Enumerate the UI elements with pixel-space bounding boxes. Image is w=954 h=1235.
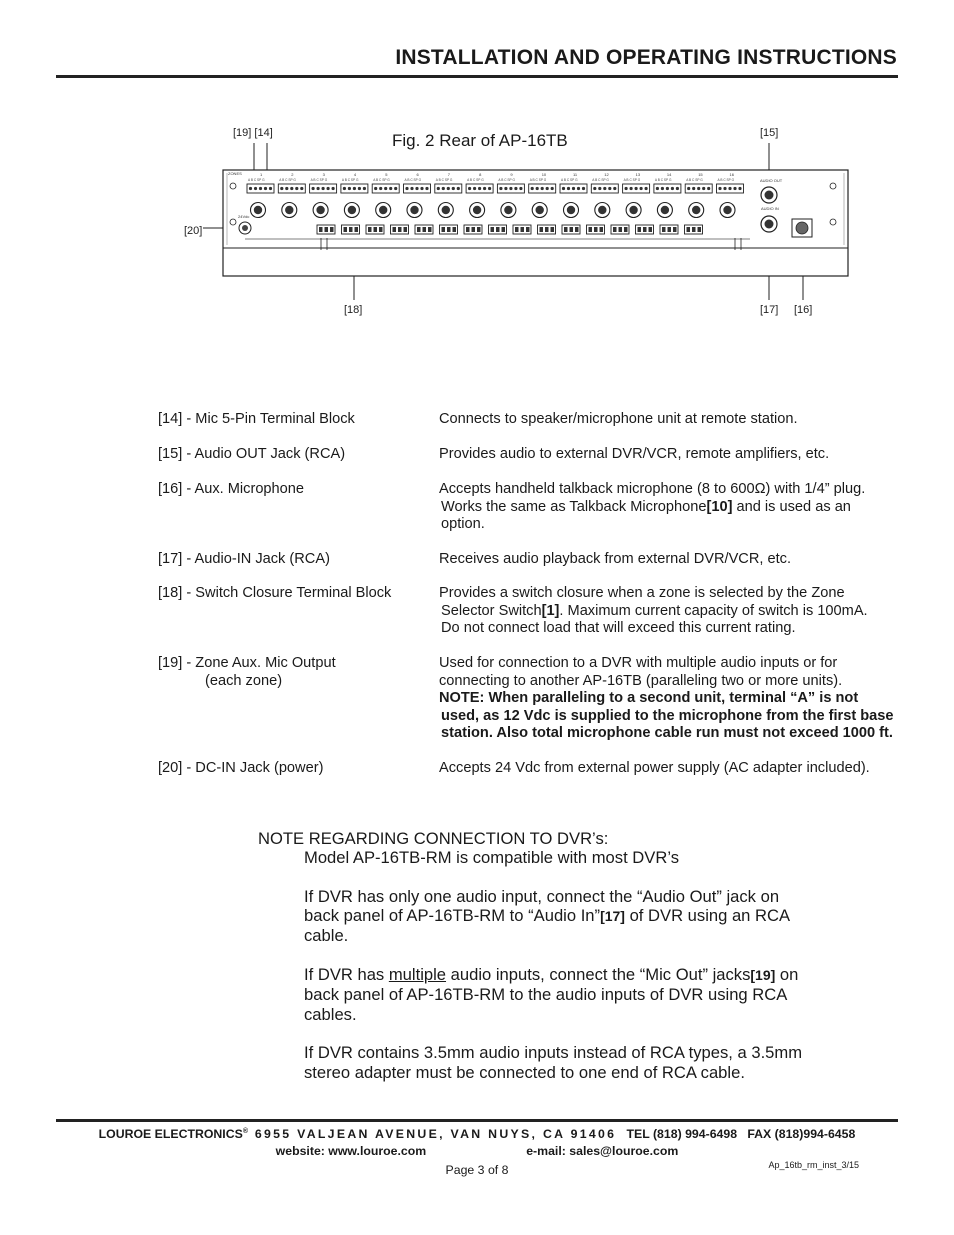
zone-number: 7 — [447, 172, 451, 177]
item-note: station. Also total microphone cable run must not exceed 1000 ft. — [441, 725, 893, 741]
item-18 — [158, 585, 938, 655]
company-tel: TEL (818) 994-6498 — [626, 1127, 738, 1141]
item-text: Receives audio playback from external DVR/VCR, etc. — [439, 551, 792, 567]
callout-18: [18] — [344, 304, 363, 316]
ref-17: [17] — [600, 908, 625, 925]
pin-labels: A B C SP G — [373, 178, 390, 182]
dc-in-label: 24Vdc — [238, 214, 250, 219]
note-heading: NOTE REGARDING CONNECTION TO DVR’s: — [258, 829, 609, 848]
item-text: Accepts 24 Vdc from external power supply (AC adapter included). — [439, 760, 870, 776]
item-text: . Maximum current capacity of switch is 100mA. — [559, 602, 868, 619]
item-text: Accepts handheld talkback microphone (8 to 600Ω) with 1/4” plug. — [439, 481, 866, 497]
zone-number: 5 — [385, 172, 388, 177]
note-text: If DVR has only one audio input, connect the “Audio Out” jack on — [304, 886, 780, 906]
item-text: connecting to another AP-16TB (paralleling two or more units). — [439, 672, 843, 689]
registered-mark: ® — [242, 1127, 248, 1135]
item-label: [14] - Mic 5-Pin Terminal Block — [158, 411, 355, 427]
company-address: 6955 VALJEAN AVENUE, VAN NUYS, CA 91406 — [254, 1127, 617, 1141]
pin-labels: A B C SP G — [529, 178, 547, 182]
item-text: and is used as an — [732, 498, 851, 515]
pin-labels: A B C SP G — [435, 178, 453, 182]
item-text: Works the same as Talkback Microphone — [441, 498, 707, 515]
item-label-sub: (each zone) — [205, 672, 283, 689]
callout-17: [17] — [760, 304, 779, 316]
item-label: [17] - Audio-IN Jack (RCA) — [158, 551, 330, 567]
pin-labels: A B C SP G — [467, 178, 484, 182]
zone-number: 13 — [635, 172, 641, 177]
item-text: Used for connection to a DVR with multiple audio inputs or for — [439, 655, 838, 671]
note-text: cables. — [304, 1004, 357, 1024]
zone-number: 9 — [510, 172, 513, 177]
item-label: [15] - Audio OUT Jack (RCA) — [158, 446, 346, 462]
callout-19-14: [19] [14] — [233, 127, 273, 139]
document-id: Ap_16tb_rm_inst_3/15 — [768, 1160, 859, 1170]
item-16 — [158, 481, 938, 551]
zone-number: 11 — [573, 172, 578, 177]
item-20 — [158, 760, 938, 780]
item-14 — [158, 411, 938, 446]
item-17 — [158, 551, 938, 585]
pin-labels: A B C SP G — [623, 178, 641, 182]
audio-out-label: AUDIO OUT — [760, 178, 783, 183]
zone-number: 1 — [260, 172, 263, 177]
zone-number: 3 — [322, 172, 325, 177]
item-label: [19] - Zone Aux. Mic Output — [158, 655, 336, 671]
zone-number: 4 — [353, 172, 357, 177]
pin-labels: A B C SP G — [404, 178, 422, 182]
item-text: Do not connect load that will exceed this current rating. — [441, 620, 796, 636]
note-text: of DVR using an RCA — [624, 906, 791, 926]
page-title: INSTALLATION AND OPERATING INSTRUCTIONS — [395, 46, 897, 69]
pin-labels: A B C SP G — [310, 178, 328, 182]
company-name: LOUROE ELECTRONICS — [98, 1127, 243, 1141]
item-text: Provides a switch closure when a zone is selected by the Zone — [439, 585, 845, 601]
callout-15: [15] — [760, 127, 779, 139]
item-19 — [158, 655, 938, 760]
pin-labels: A B C SP G — [717, 178, 735, 182]
callout-16: [16] — [794, 304, 813, 316]
pin-labels: A B C SP G — [654, 178, 672, 182]
page-number: Page 3 of 8 — [445, 1163, 509, 1177]
pin-labels: A B C SP G — [341, 178, 359, 182]
pin-labels: A B C SP G — [248, 178, 265, 182]
pin-labels: A B C SP G — [279, 178, 296, 182]
email-link[interactable]: e-mail: sales@louroe.com — [526, 1144, 679, 1158]
ref-1: [1] — [541, 602, 560, 619]
note-text: on — [775, 965, 799, 985]
item-text: Provides audio to external DVR/VCR, remote amplifiers, etc. — [439, 446, 830, 462]
item-text: option. — [441, 516, 485, 532]
pin-labels: A B C SP G — [498, 178, 515, 182]
note-text: stereo adapter must be connected to one end of RCA cable. — [304, 1062, 745, 1082]
note-text: If DVR contains 3.5mm audio inputs instead of RCA types, a 3.5mm — [304, 1043, 803, 1063]
item-text: Connects to speaker/microphone unit at remote station. — [439, 411, 798, 427]
footer-rule — [56, 1119, 898, 1122]
dvr-note — [258, 829, 802, 1082]
pin-labels: A B C SP G — [561, 178, 578, 182]
figure-caption: Fig. 2 Rear of AP-16TB — [392, 131, 568, 150]
note-text: back panel of AP-16TB-RM to “Audio In” — [304, 906, 601, 926]
zone-number: 2 — [291, 172, 294, 177]
rear-panel-diagram — [175, 140, 865, 315]
pin-labels: A B C SP G — [592, 178, 609, 182]
note-text: audio inputs, connect the “Mic Out” jacks — [446, 965, 751, 985]
pin-labels: A B C SP G — [686, 178, 703, 182]
item-note: NOTE: When paralleling to a second unit, terminal “A” is not — [439, 690, 859, 706]
item-note: used, as 12 Vdc is supplied to the microphone from the first base — [441, 707, 894, 724]
zone-number: 16 — [729, 172, 734, 177]
callout-20: [20] — [184, 225, 203, 237]
company-fax: FAX (818)994-6458 — [747, 1127, 856, 1141]
item-label: [20] - DC-IN Jack (power) — [158, 760, 324, 776]
item-label: [16] - Aux. Microphone — [158, 481, 305, 497]
zone-number: 10 — [541, 172, 547, 177]
zones-label: ZONES — [228, 171, 242, 176]
note-text: back panel of AP-16TB-RM to the audio inputs of DVR using RCA — [304, 985, 788, 1005]
zone-number: 14 — [666, 172, 672, 177]
zone-number: 15 — [698, 172, 703, 177]
note-text: If DVR has — [304, 965, 389, 985]
zone-number: 6 — [416, 172, 419, 177]
item-text: Selector Switch — [441, 602, 542, 619]
connector-descriptions — [158, 411, 938, 780]
zone-number: 8 — [479, 172, 482, 177]
ref-19: [19] — [750, 967, 776, 984]
note-emphasis: multiple — [388, 965, 447, 985]
header-rule — [56, 75, 898, 78]
item-label: [18] - Switch Closure Terminal Block — [158, 585, 392, 601]
item-15 — [158, 446, 938, 481]
audio-in-label: AUDIO IN — [761, 206, 779, 211]
note-text: cable. — [304, 926, 349, 946]
zone-number: 12 — [604, 172, 609, 177]
note-model-line: Model AP-16TB-RM is compatible with most DVR’s — [304, 848, 680, 868]
website-link[interactable]: website: www.louroe.com — [275, 1144, 427, 1158]
ref-10: [10] — [706, 498, 733, 515]
